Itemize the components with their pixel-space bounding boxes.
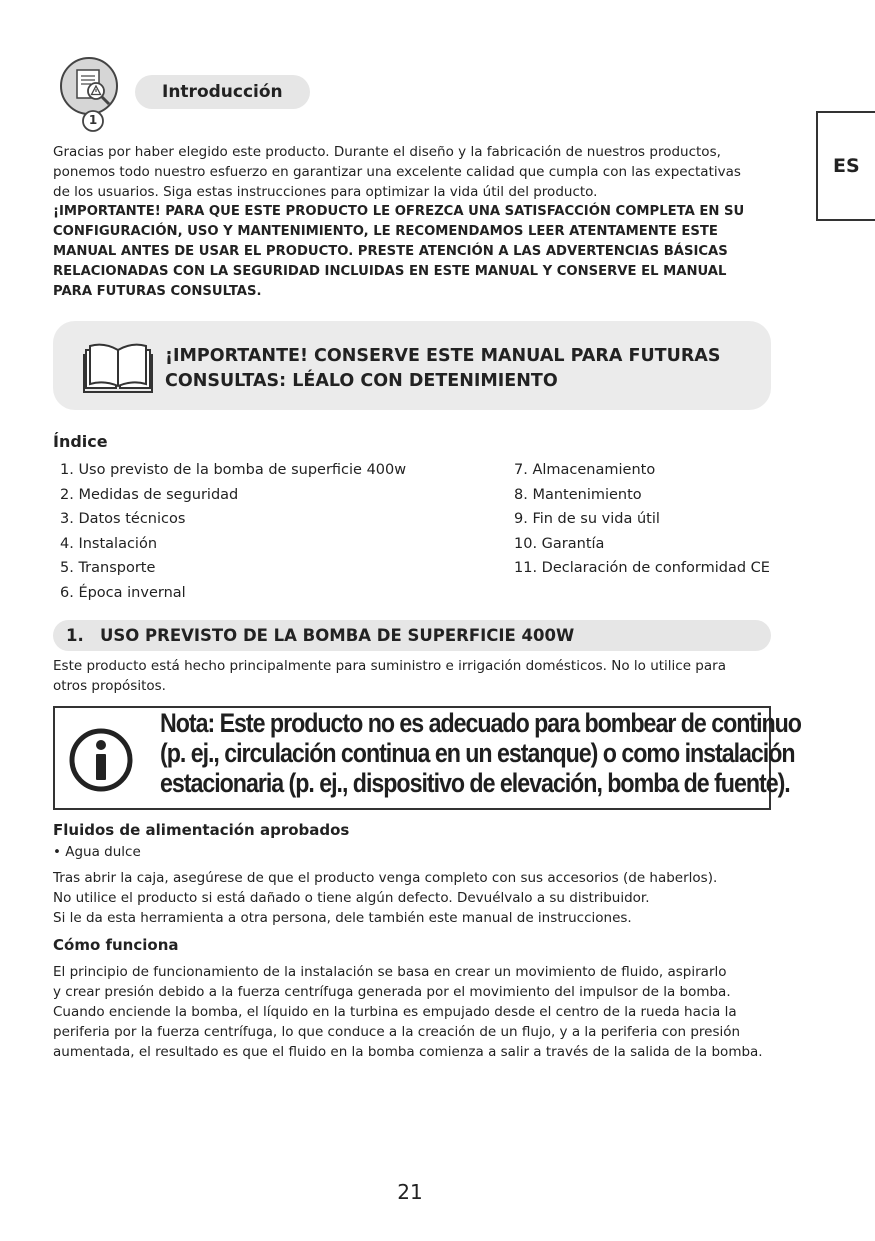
page-number: 21	[397, 1180, 423, 1204]
section-number: 1.	[66, 626, 84, 645]
section-title: USO PREVISTO DE LA BOMBA DE SUPERFICIE 400W	[100, 626, 575, 645]
index-list-right	[514, 458, 814, 581]
section-number-badge: 1	[88, 113, 98, 127]
intro-paragraph	[53, 142, 773, 202]
index-item: 5. Transporte	[60, 560, 156, 576]
text-line: MANUAL ANTES DE USAR EL PRODUCTO. PRESTE ATENCIÓN A LAS ADVERTENCIAS BÁSICAS	[53, 244, 728, 259]
index-item: 10. Garantía	[514, 535, 605, 552]
index-item: 8. Mantenimiento	[514, 486, 642, 503]
text-line: (p. ej., circulación continua en un estanque) o como instalación	[160, 738, 795, 768]
text-line: Tras abrir la caja, asegúrese de que el producto venga completo con sus accesorios (de haberlos).	[53, 870, 718, 886]
index-title: Índice	[53, 432, 108, 451]
index-item: 11. Declaración de conformidad CE	[514, 560, 770, 576]
text-line: y crear presión debido a la fuerza centrífuga generada por el movimiento del impulsor de la bomba.	[53, 984, 731, 1000]
text-line: otros propósitos.	[53, 678, 166, 694]
text-line: Gracias por haber elegido este producto. Durante el diseño y la fabricación de nuestros productos,	[53, 144, 721, 160]
unboxing-paragraph	[53, 868, 793, 928]
index-item: 3. Datos técnicos	[60, 511, 186, 527]
section-1-paragraph	[53, 656, 773, 696]
text-line: Este producto está hecho principalmente para suministro e irrigación domésticos. No lo utilice para	[53, 658, 726, 674]
index-item: 7. Almacenamiento	[514, 462, 656, 478]
text-line: PARA FUTURAS CONSULTAS.	[53, 284, 262, 299]
index-list-left	[60, 458, 480, 605]
important-notice	[53, 202, 773, 302]
fluids-item: • Agua dulce	[53, 844, 141, 860]
text-line: RELACIONADAS CON LA SEGURIDAD INCLUIDAS EN ESTE MANUAL Y CONSERVE EL MANUAL	[53, 264, 727, 279]
text-line: Si le da esta herramienta a otra persona, dele también este manual de instrucciones.	[53, 910, 632, 926]
text-line: estacionaria (p. ej., dispositivo de elevación, bomba de fuente).	[160, 768, 790, 798]
note-text	[160, 708, 801, 798]
text-line: periferia por la fuerza centrífuga, lo que conduce a la creación de un flujo, y a la periferia con presión	[53, 1024, 741, 1040]
index-item: 1. Uso previsto de la bomba de superficie 400w	[60, 462, 407, 478]
text-line: de los usuarios. Siga estas instrucciones para optimizar la vida útil del producto.	[53, 184, 598, 200]
open-book-icon	[82, 340, 154, 394]
section-1-header	[53, 620, 771, 651]
how-it-works-paragraph	[53, 962, 793, 1062]
language-code: ES	[833, 155, 860, 177]
text-line: Nota: Este producto no es adecuado para bombear de continuo	[160, 708, 801, 738]
intro-title: Introducción	[135, 75, 310, 109]
text-line: ponemos todo nuestro esfuerzo en garantizar una excelente calidad que cumpla con las expectativas	[53, 164, 741, 180]
index-item: 2. Medidas de seguridad	[60, 486, 239, 503]
index-item: 9. Fin de su vida útil	[514, 511, 660, 527]
text-line: aumentada, el resultado es que el fluido en la bomba comienza a salir a través de la salida de la bomba.	[53, 1044, 763, 1060]
text-line: Cuando enciende la bomba, el líquido en la turbina es empujado desde el centro de la rueda hacia la	[53, 1004, 737, 1020]
text-line: El principio de funcionamiento de la instalación se basa en crear un movimiento de fluido, aspirarlo	[53, 964, 727, 980]
text-line: ¡IMPORTANTE! PARA QUE ESTE PRODUCTO LE OFREZCA UNA SATISFACCIÓN COMPLETA EN SU	[53, 204, 745, 219]
how-it-works-title: Cómo funciona	[53, 936, 179, 954]
text-line: CONFIGURACIÓN, USO Y MANTENIMIENTO, LE RECOMENDAMOS LEER ATENTAMENTE ESTE	[53, 224, 718, 239]
text-line: No utilice el producto si está dañado o tiene algún defecto. Devuélvalo a su distribuidor.	[53, 890, 650, 906]
text-line: CONSULTAS: LÉALO CON DETENIMIENTO	[165, 371, 558, 391]
index-item: 4. Instalación	[60, 535, 158, 552]
fluids-title: Fluidos de alimentación aprobados	[53, 821, 350, 839]
index-item: 6. Época invernal	[60, 584, 186, 601]
banner-text	[165, 344, 755, 394]
info-icon	[68, 727, 134, 793]
language-tab	[816, 111, 875, 221]
text-line: ¡IMPORTANTE! CONSERVE ESTE MANUAL PARA FUTURAS	[165, 346, 721, 366]
